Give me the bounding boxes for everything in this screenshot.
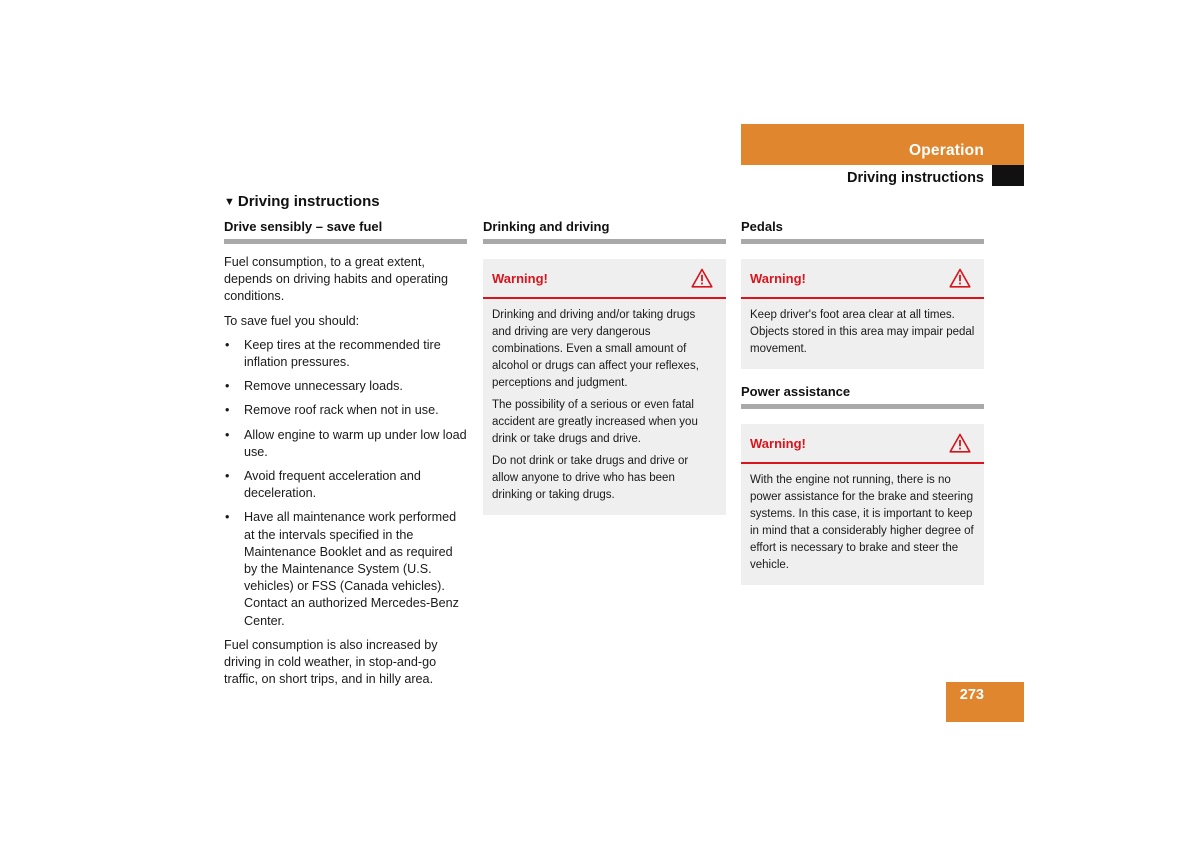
warning-box-drinking <box>483 259 726 515</box>
column-drinking <box>483 219 726 515</box>
fuel-intro: Fuel consumption, to a great extent, depends on driving habits and operating conditions. <box>224 255 449 304</box>
warning-triangle-icon <box>949 433 971 453</box>
page-number: 273 <box>959 687 984 703</box>
bullet-icon: • <box>225 337 230 352</box>
subheading-drinking: Drinking and driving <box>483 219 726 244</box>
warning-text: With the engine not running, there is no power assistance for the brake and steering systems. In this case, it is important to keep in mind that a considerably higher degree of effort is necessary to brake and steer the vehicle. <box>750 474 974 571</box>
fuel-closing: Fuel consumption is also increased by driving in cold weather, in stop-and-go traffic, on short trips, and in hilly area. <box>224 637 438 687</box>
warning-body <box>741 464 984 585</box>
subheading-power-assistance: Power assistance <box>741 384 984 409</box>
bullet-icon: • <box>225 379 230 394</box>
warning-label: Warning! <box>750 271 806 286</box>
warning-header <box>741 259 984 299</box>
warning-body <box>741 299 984 369</box>
warning-header <box>741 424 984 464</box>
fuel-lead: To save fuel you should: <box>224 313 360 328</box>
section-header <box>741 165 1024 186</box>
chapter-tab <box>741 124 1024 165</box>
triangle-down-icon: ▼ <box>224 196 235 208</box>
warning-body <box>483 299 726 515</box>
warning-header <box>483 259 726 299</box>
bullet-icon: • <box>225 427 230 442</box>
page-number-tab <box>946 682 1024 722</box>
column-fuel <box>224 219 467 688</box>
bullet-icon: • <box>225 403 230 418</box>
subheading-pedals: Pedals <box>741 219 984 244</box>
warning-text: Do not drink or take drugs and drive or allow anyone to drive who has been drinking or taking drugs. <box>492 455 689 501</box>
warning-label: Warning! <box>750 436 806 451</box>
warning-text: Drinking and driving and/or taking drugs and driving are very dangerous combinations. Even a small amount of alcohol or drugs can affect your reflexes, perceptions and judgment. <box>492 309 699 389</box>
warning-label: Warning! <box>492 271 548 286</box>
warning-box-pedals <box>741 259 984 369</box>
list-item: • Avoid frequent acceleration and deceleration. <box>225 469 421 501</box>
subheading-fuel: Drive sensibly – save fuel <box>224 219 467 244</box>
page-heading <box>224 193 380 210</box>
warning-triangle-icon <box>949 268 971 288</box>
warning-text: The possibility of a serious or even fatal accident are greatly increased when you drink or take drugs and drive. <box>492 399 698 445</box>
section-title: Driving instructions <box>847 170 984 186</box>
list-item: • Keep tires at the recommended tire inflation pressures. <box>225 337 441 370</box>
warning-text: Keep driver's foot area clear at all times. Objects stored in this area may impair pedal movement. <box>750 309 975 355</box>
list-item: • Allow engine to warm up under low load use. <box>225 427 467 459</box>
chapter-title: Operation <box>908 142 984 159</box>
page-heading-text: Driving instructions <box>237 193 380 210</box>
bullet-icon: • <box>225 469 230 484</box>
section-marker <box>992 165 1024 186</box>
warning-box-power <box>741 424 984 585</box>
list-item: • Remove roof rack when not in use. <box>224 402 467 419</box>
bullet-icon: • <box>225 510 230 525</box>
warning-triangle-icon <box>691 268 713 288</box>
list-item: • Remove unnecessary loads. <box>224 378 467 395</box>
list-item: • Have all maintenance work performed at the intervals specified in the Maintenance Booklet and as required by the Maintenance System (U.S. vehicles) or FSS (Canada vehicles). Contact an authorized Mercedes-Benz Center. <box>225 510 459 628</box>
fuel-tips-list <box>224 337 467 630</box>
column-pedals-power <box>741 219 984 585</box>
